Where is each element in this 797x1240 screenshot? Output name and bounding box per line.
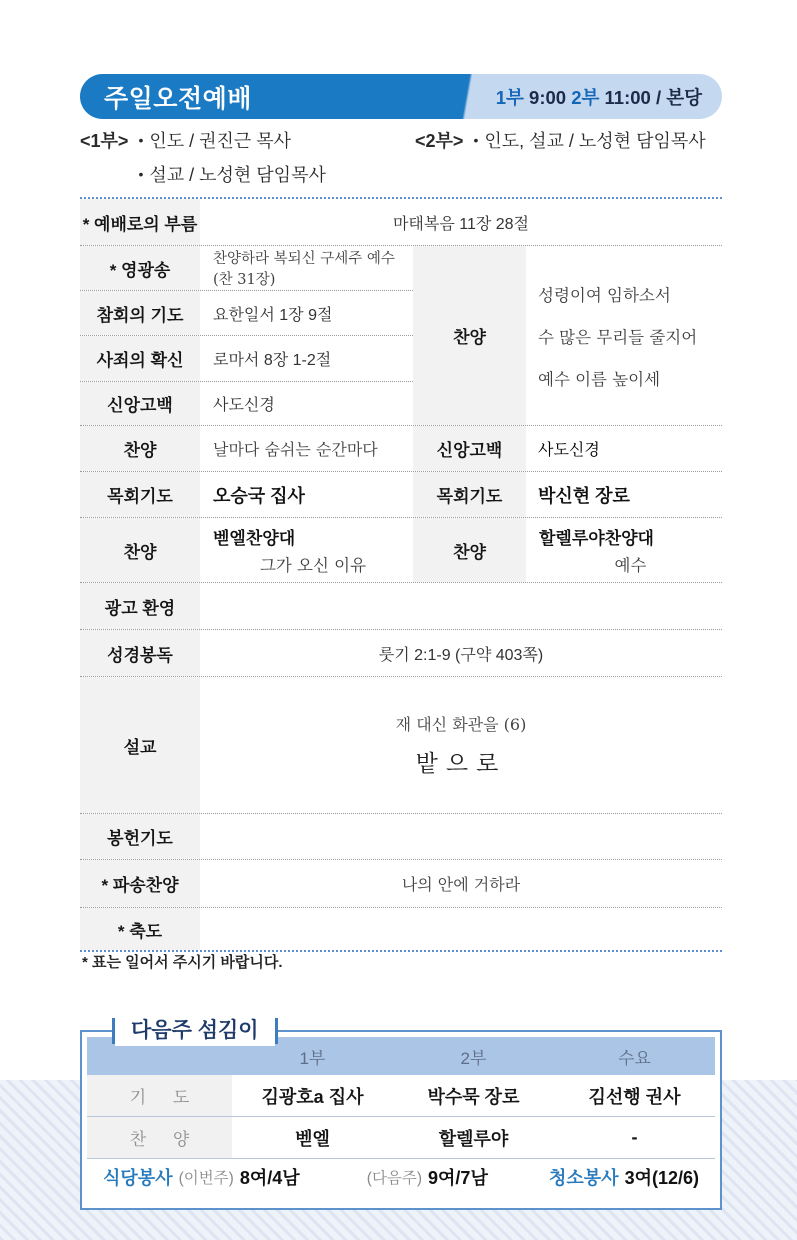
row-confession [80, 291, 413, 336]
row-value [526, 246, 722, 425]
part1-rows [80, 246, 413, 425]
column-header-wednesday: 수요 [618, 1048, 651, 1068]
next-week-label: (다음주) [366, 1170, 423, 1187]
row-label: 봉헌기도 [80, 814, 200, 859]
row-label: 사죄의 확신 [80, 336, 200, 381]
row-label: 찬양 [80, 518, 200, 582]
part1-tag: <1부> [80, 131, 129, 151]
cell-value: 벧엘 [295, 1128, 330, 1149]
row-value: 사도신경 [213, 397, 275, 414]
row-assurance [80, 336, 413, 382]
row-value: 오승국 집사 [213, 485, 305, 506]
row-label: 설교 [80, 677, 200, 813]
cleaning-service-label: 청소봉사 [549, 1168, 619, 1188]
song-line: 예수 이름 높이세 [538, 369, 661, 389]
part2-tag: <2부> [415, 131, 464, 151]
row-announcements [80, 583, 722, 630]
choir-name: 벧엘찬양대 [213, 529, 296, 548]
row-value [200, 583, 722, 629]
row-sending-hymn [80, 860, 722, 908]
row-label: 찬 양 [87, 1117, 232, 1158]
column-header-part1: 1부 [299, 1048, 326, 1068]
row-pastoral-prayer [80, 472, 722, 518]
dining-service-this-week [103, 1164, 300, 1190]
part2-leader-line: • 인도, 설교 / 노성현 담임목사 [473, 131, 706, 151]
part2-leaders [415, 127, 706, 195]
cell-value: - [631, 1127, 638, 1147]
sermon-series: 재 대신 화관을 (6) [395, 715, 527, 734]
row-value: 룻기 2:1-9 (구약 403쪽) [378, 646, 544, 664]
bullet-icon: • [138, 166, 144, 182]
cell-value: 김선행 권사 [588, 1086, 681, 1107]
part2-label: 2부 [571, 86, 600, 108]
row-value: 찬양하라 복되신 구세주 예수 (찬 31장) [213, 251, 395, 288]
row-sermon [80, 677, 722, 814]
row-value [526, 518, 722, 582]
choir-song: 예수 [614, 556, 647, 575]
row-call [80, 199, 722, 246]
row-scripture [80, 630, 722, 677]
choir-name: 할렐루야찬양대 [539, 529, 654, 548]
dining-service-label: 식당봉사 [103, 1168, 173, 1188]
next-week-title [112, 1016, 278, 1046]
choir-song: 그가 오신 이유 [259, 556, 367, 575]
row-choir [80, 518, 722, 583]
part2-time: 11:00 / 본당 [599, 86, 702, 108]
row-offering [80, 814, 722, 860]
cleaning-service [549, 1164, 699, 1190]
row-creed1 [80, 382, 413, 425]
cell-value: 박수묵 장로 [427, 1086, 520, 1107]
table-row-service [87, 1159, 715, 1195]
split-block [80, 246, 722, 426]
row-label: * 예배로의 부름 [80, 199, 200, 245]
row-label: 성경봉독 [80, 630, 200, 676]
sermon-title: 밭으로 [415, 751, 507, 777]
row-label: 목회기도 [413, 472, 526, 517]
cell-value: 할렐루야 [438, 1128, 509, 1149]
row-label: * 파송찬양 [80, 860, 200, 907]
standing-footnote: * 표는 일어서 주시기 바랍니다. [82, 954, 283, 971]
part1-leaders [80, 127, 415, 195]
row-label: 참회의 기도 [80, 291, 200, 335]
row-label: 신앙고백 [413, 426, 526, 471]
next-week-table [87, 1037, 715, 1195]
row-value: 날마다 숨쉬는 순간마다 [213, 440, 378, 459]
part1-time: 9:00 [523, 86, 572, 108]
row-value [200, 518, 413, 582]
row-label: 찬양 [413, 518, 526, 582]
dining-service-next-week [361, 1164, 488, 1190]
row-label: 찬양 [413, 246, 526, 425]
song-line: 성령이여 임하소서 [538, 285, 671, 305]
part1-leader-line: • 설교 / 노성현 담임목사 [138, 165, 326, 185]
row-value: 요한일서 1장 9절 [213, 306, 333, 324]
row-label: 찬양 [80, 426, 200, 471]
row-label: * 축도 [80, 908, 200, 950]
next-week-title-text: 다음주 섬김이 [115, 1016, 275, 1046]
part1-leader-line: • 인도 / 권진근 목사 [138, 131, 292, 151]
this-week-label: (이번주) [178, 1170, 234, 1187]
service-leaders [80, 127, 740, 195]
row-label: 목회기도 [80, 472, 200, 517]
row-value: 로마서 8장 1-2절 [213, 352, 332, 369]
row-gloria [80, 246, 413, 291]
row-value: 마태복음 11장 28절 [392, 215, 530, 233]
row-value [200, 677, 722, 813]
cell-value: 김광호a 집사 [261, 1086, 364, 1107]
row-value: 나의 안에 거하라 [401, 875, 521, 894]
row-value [200, 814, 722, 859]
row-value: 사도신경 [538, 442, 600, 459]
part2-praise-cell [413, 246, 722, 425]
bullet-icon: • [138, 132, 144, 148]
song-line: 수 많은 무리들 줄지어 [538, 327, 698, 347]
title-bracket-right [275, 1018, 278, 1044]
part1-label: 1부 [495, 86, 524, 108]
table-row-praise [87, 1117, 715, 1159]
this-week-count: 8여/4남 [239, 1168, 300, 1188]
row-label: 광고 환영 [80, 583, 200, 629]
row-value [200, 908, 722, 950]
cleaning-count: 3여(12/6) [624, 1168, 699, 1188]
row-value: 박신현 장로 [538, 485, 630, 506]
row-label: 신앙고백 [80, 382, 200, 425]
column-header-part2: 2부 [460, 1048, 487, 1068]
bullet-icon: • [473, 132, 479, 148]
service-times [496, 84, 722, 110]
next-week-box [80, 1019, 722, 1210]
page-title: 주일오전예배 [104, 84, 252, 113]
next-week-count: 9여/7남 [428, 1168, 488, 1188]
table-row-prayer [87, 1075, 715, 1117]
row-benediction [80, 908, 722, 950]
worship-banner [80, 74, 722, 119]
worship-order-table [80, 197, 722, 952]
row-label: * 영광송 [80, 246, 200, 290]
row-label: 기 도 [87, 1075, 232, 1116]
row-hymn-creed [80, 426, 722, 472]
